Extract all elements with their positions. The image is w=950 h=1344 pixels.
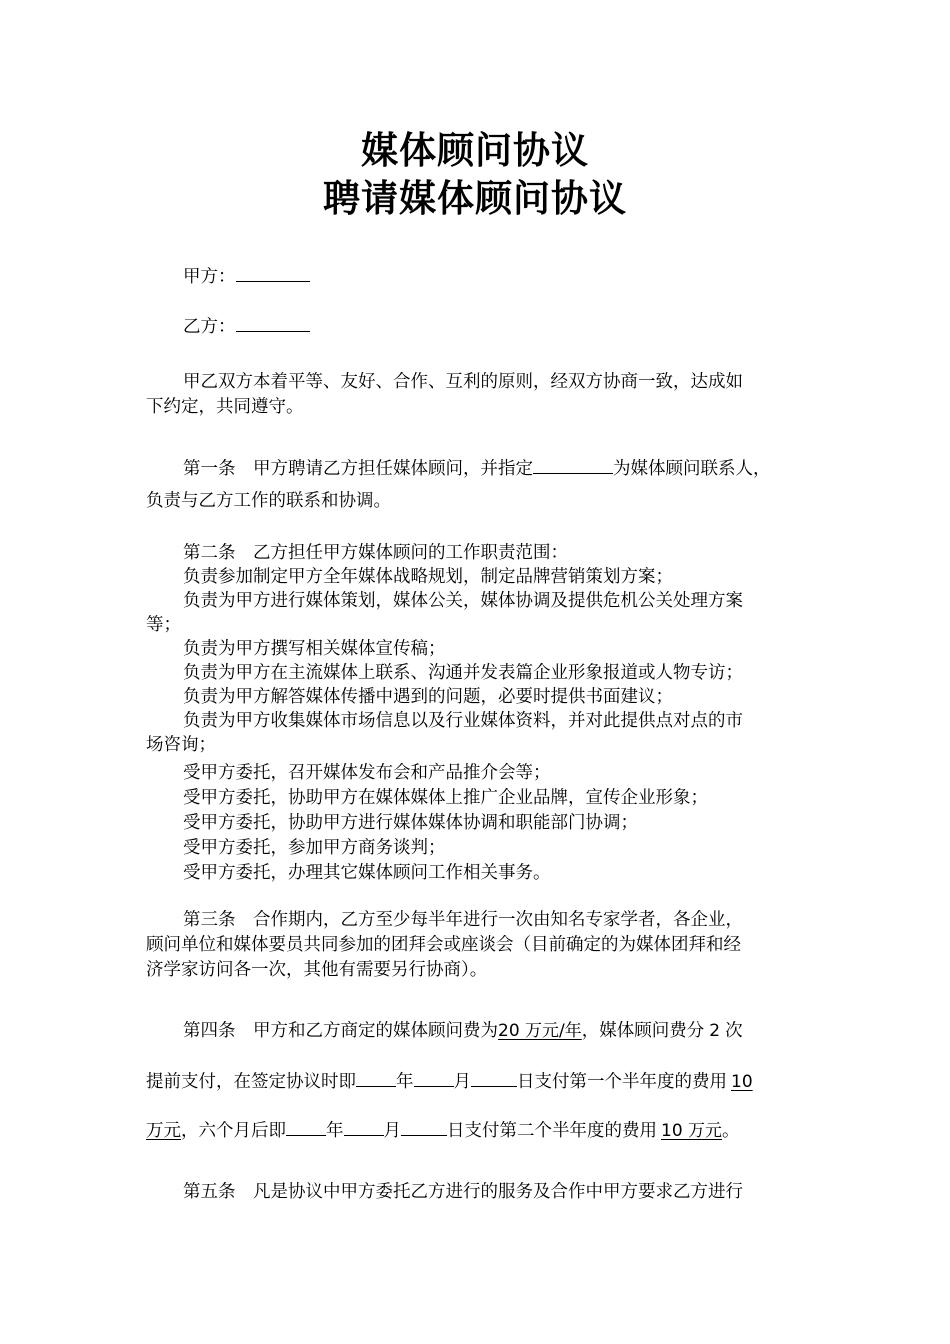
preamble-line-2: 下约定，共同遵守。 <box>146 397 304 417</box>
article-2-item: 等； <box>146 615 181 635</box>
article-2-item: 负责为甲方收集媒体市场信息以及行业媒体资料，并对此提供点对点的市 <box>183 711 743 731</box>
party-b-line <box>183 313 310 339</box>
article-2-item: 负责为甲方解答媒体传播中遇到的问题，必要时提供书面建议； <box>183 687 673 707</box>
annual-fee: 20 万元/年 <box>498 1021 582 1041</box>
first-payment-unit: 万元 <box>146 1121 181 1141</box>
article-2-item: 负责为甲方撰写相关媒体宣传稿； <box>183 639 446 659</box>
year-label: 年 <box>396 1072 414 1092</box>
second-payment-amount: 10 万元 <box>661 1121 723 1141</box>
article-2-item: 受甲方委托，协助甲方在媒体媒体上推广企业品牌，宣传企业形象； <box>183 788 708 808</box>
article-1-text-a: 第一条 甲方聘请乙方担任媒体顾问，并指定 <box>183 459 533 479</box>
article-4-text-e: ，六个月后即 <box>181 1121 286 1141</box>
article-2-item: 受甲方委托，办理其它媒体顾问工作相关事务。 <box>183 863 551 883</box>
article-4-text-b: ，媒体顾问费分 <box>581 1021 705 1041</box>
party-a-blank <box>236 263 310 282</box>
first-month-blank <box>414 1068 454 1087</box>
party-a-line <box>183 263 310 289</box>
article-2-item: 受甲方委托，参加甲方商务谈判； <box>183 838 446 858</box>
article-4-text-c: 次 <box>725 1021 743 1041</box>
second-payment-text: 日支付第二个半年度的费用 <box>447 1121 657 1141</box>
article-2-item: 场咨询； <box>146 735 216 755</box>
article-4-line-2 <box>146 1068 753 1094</box>
article-3-line-3: 济学家访问各一次，其他有需要另行协商）。 <box>146 960 488 980</box>
month-label: 月 <box>383 1121 401 1141</box>
first-day-blank <box>471 1068 517 1087</box>
second-day-blank <box>401 1117 447 1136</box>
first-year-blank <box>356 1068 396 1087</box>
article-2-item: 负责参加制定甲方全年媒体战略规划，制定品牌营销策划方案； <box>183 567 673 587</box>
period: 。 <box>722 1121 740 1141</box>
article-4-text-a: 第四条 甲方和乙方商定的媒体顾问费为 <box>183 1021 498 1041</box>
article-4-line-1 <box>183 1019 743 1043</box>
article-2-heading: 第二条 乙方担任甲方媒体顾问的工作职责范围： <box>183 543 568 563</box>
article-4-line-3 <box>146 1117 740 1143</box>
article-1-text-b: 为媒体顾问联系人， <box>613 459 771 479</box>
article-2-item: 负责为甲方进行媒体策划，媒体公关，媒体协调及提供危机公关处理方案 <box>183 591 743 611</box>
article-3-line-2: 顾问单位和媒体要员共同参加的团拜会或座谈会（目前确定的为媒体团拜和经 <box>146 935 741 955</box>
article-3-line-1: 第三条 合作期内，乙方至少每半年进行一次由知名专家学者，各企业， <box>183 910 743 930</box>
month-label: 月 <box>453 1072 471 1092</box>
party-a-label: 甲方： <box>183 267 236 287</box>
party-b-label: 乙方： <box>183 317 236 337</box>
article-1-line-2: 负责与乙方工作的联系和协调。 <box>146 491 391 511</box>
party-b-blank <box>236 313 310 332</box>
article-2-item: 受甲方委托，召开媒体发布会和产品推介会等； <box>183 763 551 783</box>
second-year-blank <box>286 1117 326 1136</box>
article-2-item: 受甲方委托，协助甲方进行媒体媒体协调和职能部门协调； <box>183 813 638 833</box>
document-subtitle: 聘请媒体顾问协议 <box>323 176 627 220</box>
article-1-line-1 <box>183 455 771 481</box>
article-2-item: 负责为甲方在主流媒体上联系、沟通并发表篇企业形象报道或人物专访； <box>183 663 743 683</box>
first-payment-amount: 10 <box>731 1072 753 1092</box>
preamble-line-1: 甲乙双方本着平等、友好、合作、互利的原则，经双方协商一致，达成如 <box>183 372 743 392</box>
installment-count: 2 <box>709 1021 721 1041</box>
second-month-blank <box>344 1117 384 1136</box>
article-5-line-1: 第五条 凡是协议中甲方委托乙方进行的服务及合作中甲方要求乙方进行 <box>183 1182 743 1202</box>
year-label: 年 <box>326 1121 344 1141</box>
contact-person-blank <box>533 455 613 474</box>
article-4-text-d: 提前支付，在签定协议时即 <box>146 1072 356 1092</box>
first-payment-text: 日支付第一个半年度的费用 <box>517 1072 727 1092</box>
document-title: 媒体顾问协议 <box>361 128 589 172</box>
